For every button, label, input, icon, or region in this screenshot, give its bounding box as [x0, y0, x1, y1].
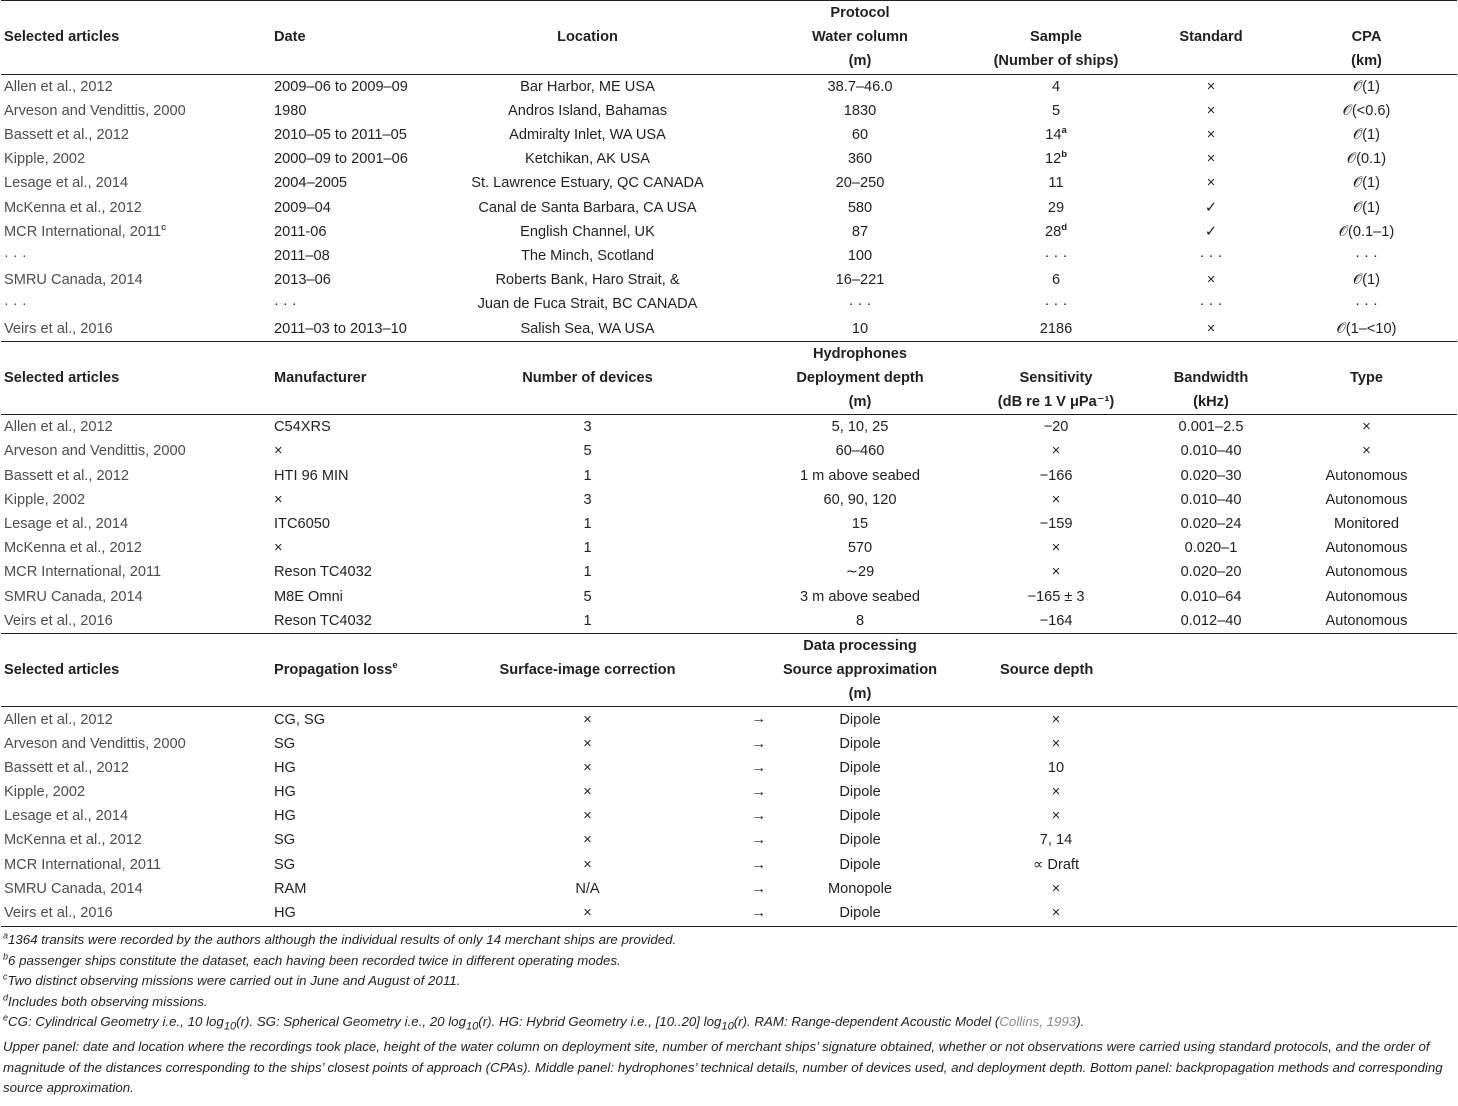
- bandwidth-cell: 0.020–1: [1184, 540, 1238, 557]
- arrow-icon: →: [751, 808, 766, 825]
- source-depth-cell: ×: [1051, 808, 1061, 825]
- surface-correction-cell: × →: [583, 856, 766, 873]
- bandwidth-cell: 0.010–40: [1180, 443, 1242, 460]
- article-cell: Allen et al., 2012: [4, 419, 113, 436]
- sample-cell: 12$^b$: [1044, 149, 1068, 168]
- table-row: [1, 828, 1457, 852]
- date-cell: 2009–06 to 2009–09: [274, 78, 408, 95]
- date-cell: 2000–09 to 2001–06: [274, 151, 408, 168]
- surface-correction-cell: × →: [583, 711, 766, 728]
- protocol-units-row: [1, 49, 1457, 74]
- table-row: [1, 585, 1457, 609]
- sample-cell: 5: [1051, 102, 1061, 119]
- manufacturer-cell: ×: [274, 540, 283, 557]
- column-unit: [1, 49, 271, 74]
- sample-cell: 11: [1048, 175, 1064, 192]
- table-row: [1, 853, 1457, 877]
- table-row: [1, 196, 1457, 220]
- cpa-cell: · · ·: [1355, 296, 1378, 313]
- manufacturer-cell: Reson TC4032: [274, 612, 372, 629]
- sensitivity-cell: ×: [1051, 540, 1061, 557]
- standard-cell: ✓: [1204, 223, 1218, 240]
- column-header: Selected articles: [4, 369, 120, 386]
- article-cell: · · ·: [4, 247, 27, 264]
- table-row: [1, 99, 1457, 123]
- table-caption: Upper panel: date and location where the recordings took place, height of the water column on deployment site, number of merchant ships’ signature obtained, whether or not observations were carried using standard protocols, and the order of magnitude of the distances corresponding to the ships’ closest points of approach (CPAs). Middle panel: hydrophones’ technical details, number of devices used, and deployment depth. Bottom panel: backpropagation methods and corresponding source approximation.: [3, 1039, 1443, 1096]
- deployment-depth-cell: 1 m above seabed: [799, 467, 921, 484]
- devices-cell: 1: [583, 612, 592, 629]
- table-row: [1, 439, 1457, 463]
- table-row: [1, 244, 1457, 268]
- date-cell: 2011–08: [274, 247, 330, 264]
- column-unit: [421, 49, 754, 74]
- arrow-icon: →: [751, 904, 766, 921]
- table-row: [1, 220, 1457, 244]
- article-cell: Allen et al., 2012: [4, 78, 113, 95]
- cpa-cell: 𝒪(1): [1352, 175, 1381, 192]
- bandwidth-cell: 0.010–40: [1180, 491, 1242, 508]
- sensitivity-cell: −159: [1039, 516, 1073, 533]
- source-depth-cell: ×: [1051, 735, 1061, 752]
- source-approximation-cell: Dipole: [839, 735, 881, 752]
- column-header: Number of devices: [522, 369, 653, 386]
- article-cell: Veirs et al., 2016: [4, 612, 113, 629]
- sensitivity-cell: −166: [1039, 467, 1073, 484]
- sample-cell: · · ·: [1044, 247, 1068, 264]
- processing-units-row: [1, 682, 1457, 707]
- article-cell: Kipple, 2002: [4, 151, 86, 168]
- column-unit: [421, 390, 754, 415]
- propagation-loss-cell: SG: [274, 735, 296, 752]
- table-row: [1, 74, 1457, 99]
- article-cell: Arveson and Vendittis, 2000: [4, 443, 186, 460]
- surface-correction-cell: N/A →: [575, 880, 766, 897]
- protocol-title: Protocol: [754, 1, 966, 26]
- arrow-icon: →: [751, 784, 766, 800]
- water-column-cell: 580: [847, 199, 873, 216]
- bandwidth-cell: 0.020–30: [1180, 467, 1242, 484]
- table-row: [1, 560, 1457, 584]
- table-row: [1, 464, 1457, 488]
- arrow-icon: →: [751, 880, 766, 897]
- sample-cell: 29: [1047, 199, 1065, 216]
- date-cell: 2010–05 to 2011–05: [274, 127, 407, 144]
- column-header: Propagation loss$^e$: [274, 660, 398, 679]
- table-row: [1, 707, 1457, 732]
- article-cell: Kipple, 2002: [4, 491, 86, 508]
- column-header: Sensitivity: [1019, 369, 1093, 386]
- results-table: [1, 0, 1457, 925]
- water-column-cell: · · ·: [848, 296, 872, 313]
- article-cell: McKenna et al., 2012: [4, 832, 142, 849]
- sensitivity-cell: ×: [1051, 491, 1061, 508]
- article-cell: Lesage et al., 2014: [4, 175, 129, 192]
- water-column-cell: 20–250: [835, 175, 885, 192]
- water-column-cell: 360: [847, 151, 873, 168]
- column-header: Date: [274, 29, 306, 46]
- location-cell: English Channel, UK: [520, 223, 655, 240]
- date-cell: 2013–06: [274, 272, 331, 289]
- manufacturer-cell: C54XRS: [274, 419, 331, 436]
- table-row: [1, 292, 1457, 316]
- standard-cell: · · ·: [1199, 247, 1223, 264]
- footnote-e: $^e$CG: Cylindrical Geometry i.e., 10 $\log_{10}(r)$. SG: Spherical Geometry i.e., 20 $\log_{10}(r)$. HG: Hybrid Geometry i.e., [10..20] $\log_{10}(r)$. RAM: Range-dependent Acoustic Model (Collins, 1993).: [3, 1012, 1085, 1033]
- column-unit: (kHz): [1146, 390, 1276, 415]
- bandwidth-cell: 0.001–2.5: [1178, 419, 1244, 436]
- standard-cell: ×: [1206, 151, 1216, 168]
- column-header: Deployment depth: [796, 369, 924, 386]
- footnote-b: $^b$6 passenger ships constitute the dataset, each having been recorded twice in different operating modes.: [3, 951, 621, 968]
- location-cell: Andros Island, Bahamas: [508, 102, 667, 119]
- arrow-icon: →: [751, 832, 766, 849]
- column-header: Standard: [1179, 29, 1243, 46]
- propagation-loss-cell: RAM: [274, 880, 307, 897]
- type-cell: Autonomous: [1325, 588, 1408, 605]
- type-cell: Autonomous: [1325, 467, 1408, 484]
- cpa-cell: 𝒪(0.1–1): [1338, 223, 1395, 240]
- date-cell: · · ·: [274, 296, 297, 313]
- water-column-cell: 60: [851, 127, 869, 144]
- footnote-d: $^d$Includes both observing missions.: [3, 992, 208, 1009]
- article-cell: McKenna et al., 2012: [4, 199, 142, 216]
- manufacturer-cell: M8E Omni: [274, 588, 343, 605]
- article-cell: MCR International, 2011: [4, 564, 162, 581]
- type-cell: Autonomous: [1325, 564, 1408, 581]
- hydrophones-header-row: [1, 366, 1457, 390]
- devices-cell: 1: [583, 540, 592, 557]
- table-row: [1, 171, 1457, 195]
- standard-cell: ×: [1206, 78, 1216, 95]
- location-cell: The Minch, Scotland: [520, 247, 655, 264]
- date-cell: 1980: [274, 102, 307, 119]
- column-unit: [1146, 49, 1276, 74]
- deployment-depth-cell: 5, 10, 25: [831, 419, 889, 436]
- article-cell: Veirs et al., 2016: [4, 320, 113, 337]
- propagation-loss-cell: CG, SG: [274, 711, 326, 728]
- cpa-cell: 𝒪(1): [1352, 199, 1381, 216]
- location-cell: St. Lawrence Estuary, QC CANADA: [471, 175, 704, 192]
- table-row: [1, 877, 1457, 901]
- sensitivity-cell: −165 ± 3: [1027, 588, 1085, 605]
- deployment-depth-cell: 8: [855, 612, 865, 629]
- column-header: Source depth: [1000, 662, 1094, 679]
- cpa-cell: 𝒪(<0.6): [1342, 102, 1391, 119]
- source-approximation-cell: Dipole: [839, 832, 881, 849]
- article-cell: Lesage et al., 2014: [4, 516, 129, 533]
- type-cell: Autonomous: [1325, 540, 1408, 557]
- bandwidth-cell: 0.020–24: [1180, 516, 1242, 533]
- location-cell: Canal de Santa Barbara, CA USA: [478, 199, 697, 216]
- column-unit: (km): [1276, 49, 1457, 74]
- sample-cell: 6: [1051, 272, 1061, 289]
- article-cell: MCR International, 2011: [4, 856, 162, 873]
- table-row: [1, 415, 1457, 440]
- source-depth-cell: 10: [1047, 759, 1065, 776]
- devices-cell: 5: [583, 588, 592, 605]
- standard-cell: ×: [1206, 127, 1216, 144]
- surface-correction-cell: × →: [583, 735, 766, 752]
- devices-cell: 1: [583, 467, 592, 484]
- sample-cell: 2186: [1039, 320, 1073, 337]
- column-header: Selected articles: [4, 662, 120, 679]
- article-cell: Bassett et al., 2012: [4, 467, 129, 484]
- cpa-cell: · · ·: [1355, 247, 1378, 264]
- source-approximation-cell: Dipole: [839, 856, 881, 873]
- arrow-icon: →: [751, 711, 766, 728]
- table-row: [1, 609, 1457, 634]
- sample-cell: · · ·: [1044, 296, 1068, 313]
- water-column-cell: 100: [847, 247, 873, 264]
- arrow-icon: →: [751, 759, 766, 776]
- processing-panel: [1, 633, 1457, 925]
- standard-cell: ×: [1206, 102, 1216, 119]
- processing-title: Data processing: [754, 633, 966, 658]
- table-row: [1, 756, 1457, 780]
- protocol-title-row: [1, 1, 1457, 26]
- location-cell: Ketchikan, AK USA: [525, 151, 650, 168]
- table-row: [1, 732, 1457, 756]
- protocol-panel: [1, 1, 1457, 342]
- source-approximation-cell: Dipole: [839, 905, 881, 922]
- water-column-cell: 16–221: [835, 272, 885, 289]
- location-cell: Bar Harbor, ME USA: [520, 78, 655, 95]
- column-header: CPA: [1351, 29, 1382, 46]
- deployment-depth-cell: 3 m above seabed: [799, 588, 921, 605]
- table-bottom-rule: [1, 926, 1457, 927]
- protocol-header-row: [1, 25, 1457, 49]
- standard-cell: · · ·: [1199, 296, 1223, 313]
- location-cell: Roberts Bank, Haro Strait, &: [495, 272, 680, 289]
- table-row: [1, 316, 1457, 341]
- footnote-c: $^c$Two distinct observing missions were carried out in June and August of 2011.: [3, 971, 461, 989]
- sensitivity-cell: ×: [1051, 564, 1061, 581]
- devices-cell: 1: [583, 516, 592, 533]
- location-cell: Juan de Fuca Strait, BC CANADA: [477, 296, 698, 313]
- deployment-depth-cell: 570: [847, 540, 873, 557]
- sensitivity-cell: −164: [1039, 612, 1073, 629]
- processing-title-row: [1, 633, 1457, 658]
- sensitivity-cell: −20: [1043, 419, 1069, 436]
- cpa-cell: 𝒪(0.1): [1346, 151, 1387, 168]
- water-column-cell: 87: [851, 223, 869, 240]
- source-depth-cell: ∝ Draft: [1032, 856, 1080, 873]
- footnotes: [0, 930, 1458, 1099]
- propagation-loss-cell: HG: [274, 784, 296, 801]
- column-header: Type: [1350, 369, 1383, 386]
- column-unit: [1, 390, 271, 415]
- table-row: [1, 536, 1457, 560]
- manufacturer-cell: ×: [274, 443, 283, 460]
- type-cell: Autonomous: [1325, 612, 1408, 629]
- cpa-cell: 𝒪(1): [1352, 272, 1381, 289]
- article-cell: SMRU Canada, 2014: [4, 588, 143, 605]
- manufacturer-cell: ×: [274, 491, 283, 508]
- type-cell: Autonomous: [1325, 491, 1408, 508]
- column-unit: (m): [754, 682, 966, 707]
- article-cell: Arveson and Vendittis, 2000: [4, 102, 186, 119]
- source-approximation-cell: Dipole: [839, 711, 881, 728]
- location-cell: Salish Sea, WA USA: [520, 320, 655, 337]
- column-header: Location: [557, 29, 618, 46]
- surface-correction-cell: × →: [583, 832, 766, 849]
- column-unit: (dB re 1 V μPa⁻¹): [966, 390, 1146, 415]
- propagation-loss-cell: SG: [274, 832, 296, 849]
- processing-header-row: [1, 658, 1457, 682]
- date-cell: 2004–2005: [274, 175, 348, 192]
- deployment-depth-cell: 15: [851, 516, 869, 533]
- table-row: [1, 488, 1457, 512]
- location-cell: Admiralty Inlet, WA USA: [509, 127, 666, 144]
- source-approximation-cell: Monopole: [827, 880, 893, 897]
- hydrophones-title-row: [1, 341, 1457, 366]
- column-header: Water column: [812, 29, 908, 46]
- surface-correction-cell: × →: [583, 759, 766, 776]
- table-row: [1, 901, 1457, 925]
- article-cell: Lesage et al., 2014: [4, 808, 129, 825]
- cpa-cell: 𝒪(1): [1352, 78, 1381, 95]
- type-cell: Monitored: [1334, 516, 1399, 533]
- column-header: Sample: [1030, 29, 1082, 46]
- collins-citation-link[interactable]: Collins, 1993: [999, 1014, 1077, 1030]
- hydrophones-units-row: [1, 390, 1457, 415]
- type-cell: ×: [1362, 419, 1371, 436]
- devices-cell: 1: [583, 564, 592, 581]
- manufacturer-cell: HTI 96 MIN: [274, 467, 349, 484]
- article-cell: Bassett et al., 2012: [4, 127, 129, 144]
- sensitivity-cell: ×: [1051, 443, 1061, 460]
- source-depth-cell: ×: [1051, 711, 1061, 728]
- article-cell: Kipple, 2002: [4, 784, 86, 801]
- article-cell: SMRU Canada, 2014: [4, 880, 143, 897]
- propagation-loss-cell: HG: [274, 808, 296, 825]
- column-header: Selected articles: [4, 29, 120, 46]
- deployment-depth-cell: 60, 90, 120: [823, 491, 897, 508]
- date-cell: 2009–04: [274, 199, 331, 216]
- propagation-loss-cell: HG: [274, 905, 296, 922]
- date-cell: 2011-06: [274, 223, 327, 240]
- column-header: Surface-image correction: [499, 662, 676, 679]
- source-approximation-cell: Dipole: [839, 784, 881, 801]
- propagation-loss-cell: HG: [274, 759, 296, 776]
- devices-cell: 5: [583, 443, 592, 460]
- propagation-loss-cell: SG: [274, 856, 296, 873]
- bandwidth-cell: 0.012–40: [1180, 612, 1242, 629]
- article-cell: SMRU Canada, 2014: [4, 272, 143, 289]
- water-column-cell: 10: [851, 320, 869, 337]
- devices-cell: 3: [583, 491, 592, 508]
- date-cell: 2011–03 to 2013–10: [274, 320, 407, 337]
- column-header: Source approximation: [782, 662, 938, 679]
- article-cell: Arveson and Vendittis, 2000: [4, 735, 186, 752]
- column-unit: (m): [754, 390, 966, 415]
- standard-cell: ✓: [1204, 199, 1218, 216]
- article-cell: Allen et al., 2012: [4, 711, 113, 728]
- column-header: Bandwidth: [1173, 369, 1249, 386]
- table-row: [1, 123, 1457, 147]
- footnote-a: $^a$1364 transits were recorded by the authors although the individual results of only 14 merchant ships are provided.: [3, 930, 677, 948]
- surface-correction-cell: × →: [583, 808, 766, 825]
- column-unit: (Number of ships): [966, 49, 1146, 74]
- surface-correction-cell: × →: [583, 784, 766, 801]
- article-cell: MCR International, 2011$^c$: [4, 221, 167, 240]
- article-cell: · · ·: [4, 296, 27, 313]
- article-cell: Bassett et al., 2012: [4, 759, 129, 776]
- source-approximation-cell: Dipole: [839, 759, 881, 776]
- article-cell: McKenna et al., 2012: [4, 540, 142, 557]
- type-cell: ×: [1362, 443, 1371, 460]
- table-row: [1, 512, 1457, 536]
- deployment-depth-cell: 60–460: [835, 443, 885, 460]
- table-row: [1, 147, 1457, 171]
- table-row: [1, 804, 1457, 828]
- water-column-cell: 38.7–46.0: [827, 78, 893, 95]
- arrow-icon: →: [751, 856, 766, 873]
- source-depth-cell: ×: [1051, 784, 1061, 801]
- bandwidth-cell: 0.020–20: [1180, 564, 1242, 581]
- manufacturer-cell: ITC6050: [274, 516, 330, 533]
- article-cell: Veirs et al., 2016: [4, 905, 113, 922]
- source-depth-cell: ×: [1051, 905, 1061, 922]
- arrow-icon: →: [751, 735, 766, 752]
- sample-cell: 28$^d$: [1044, 221, 1068, 240]
- hydrophones-panel: [1, 341, 1457, 633]
- cpa-cell: 𝒪(1): [1352, 127, 1381, 144]
- source-depth-cell: 7, 14: [1039, 832, 1073, 849]
- column-unit: [271, 49, 421, 74]
- column-header: Manufacturer: [274, 369, 367, 386]
- table-row: [1, 268, 1457, 292]
- water-column-cell: 1830: [843, 102, 877, 119]
- manufacturer-cell: Reson TC4032: [274, 564, 372, 581]
- sample-cell: 4: [1051, 78, 1061, 95]
- cpa-cell: 𝒪(1–<10): [1336, 320, 1397, 337]
- hydrophones-title: Hydrophones: [754, 341, 966, 366]
- column-unit: (m): [754, 49, 966, 74]
- standard-cell: ×: [1206, 320, 1216, 337]
- column-unit: [271, 390, 421, 415]
- standard-cell: ×: [1206, 175, 1216, 192]
- surface-correction-cell: × →: [583, 904, 766, 922]
- standard-cell: ×: [1206, 272, 1216, 289]
- deployment-depth-cell: ∼29: [845, 564, 875, 581]
- sample-cell: 14$^a$: [1045, 125, 1067, 144]
- table-row: [1, 780, 1457, 804]
- column-unit: [1276, 390, 1457, 415]
- source-depth-cell: ×: [1051, 880, 1061, 897]
- source-approximation-cell: Dipole: [839, 808, 881, 825]
- bandwidth-cell: 0.010–64: [1180, 588, 1242, 605]
- devices-cell: 3: [583, 419, 592, 436]
